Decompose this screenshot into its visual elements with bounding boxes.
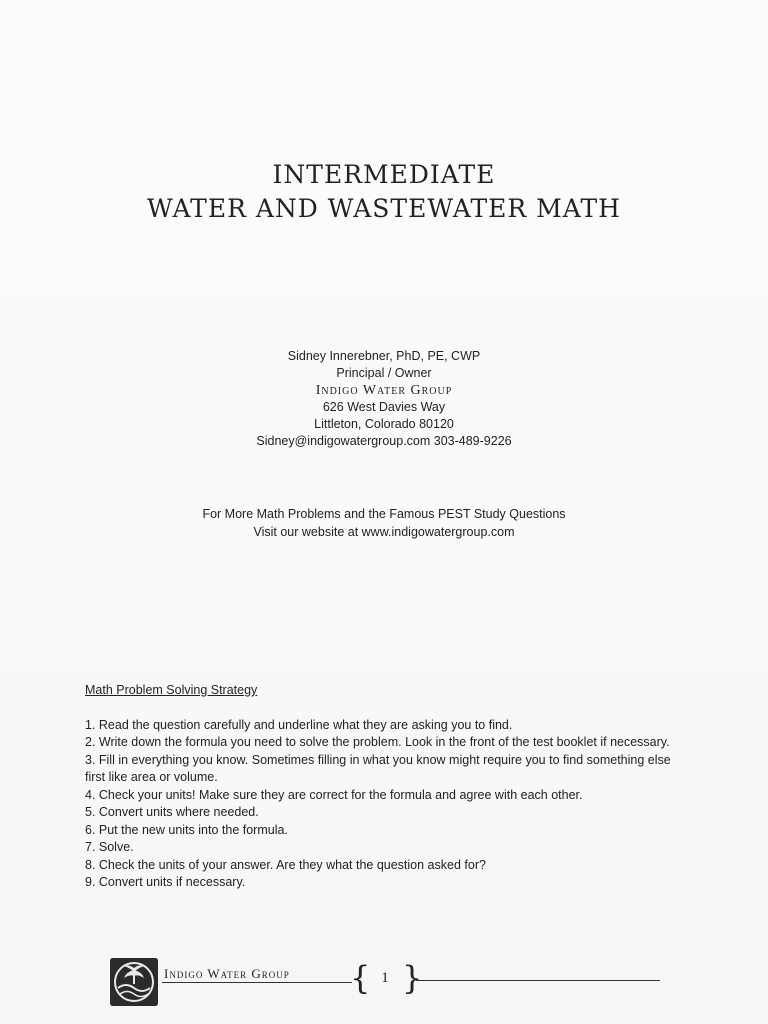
author-name: Sidney Innerebner, PhD, PE, CWP	[287, 349, 481, 363]
strategy-step: 2. Write down the formula you need to solve the problem. Look in the front of the test booklet if necessary.	[85, 735, 670, 749]
strategy-step: 1. Read the question carefully and underline what they are asking you to find.	[85, 717, 513, 732]
strategy-step: 9. Convert units if necessary.	[85, 875, 246, 889]
author-contact-block	[0, 348, 768, 450]
company-name: Indigo Water Group	[315, 383, 453, 398]
address-line-1: 626 West Davies Way	[322, 400, 446, 414]
strategy-step: 3. Fill in everything you know. Sometimes filling in what you know might require you to find something else first like area or volume.	[85, 752, 671, 784]
strategy-step: 6. Put the new units into the formula.	[85, 822, 288, 837]
strategy-step: 4. Check your units! Make sure they are correct for the formula and agree with each other.	[85, 787, 583, 802]
page-footer	[110, 958, 660, 1008]
page-number: 1	[381, 970, 389, 986]
email-phone: Sidney@indigowatergroup.com 303-489-9226	[256, 434, 512, 448]
author-role: Principal / Owner	[336, 366, 432, 380]
promo-line-2: Visit our website at www.indigowatergroup.com	[253, 525, 515, 539]
open-brace-ornament: {	[350, 959, 371, 997]
strategy-section	[85, 682, 685, 892]
footer-rule-left	[162, 982, 352, 983]
document-title	[0, 158, 768, 226]
title-line-1: INTERMEDIATE	[272, 160, 496, 189]
indigo-water-group-logo-icon	[110, 958, 158, 1006]
promo-block	[0, 505, 768, 541]
strategy-step: 7. Solve.	[85, 840, 134, 854]
strategy-heading: Math Problem Solving Strategy	[85, 683, 258, 697]
close-brace-ornament: }	[402, 959, 423, 997]
footer-company-name: Indigo Water Group	[164, 966, 290, 981]
strategy-step: 5. Convert units where needed.	[85, 805, 259, 819]
promo-line-1: For More Math Problems and the Famous PEST Study Questions	[202, 507, 566, 521]
title-line-2: WATER AND WASTEWATER MATH	[147, 194, 621, 223]
address-line-2: Littleton, Colorado 80120	[314, 417, 454, 431]
strategy-step: 8. Check the units of your answer. Are they what the question asked for?	[85, 857, 486, 872]
footer-rule-right	[416, 980, 660, 981]
